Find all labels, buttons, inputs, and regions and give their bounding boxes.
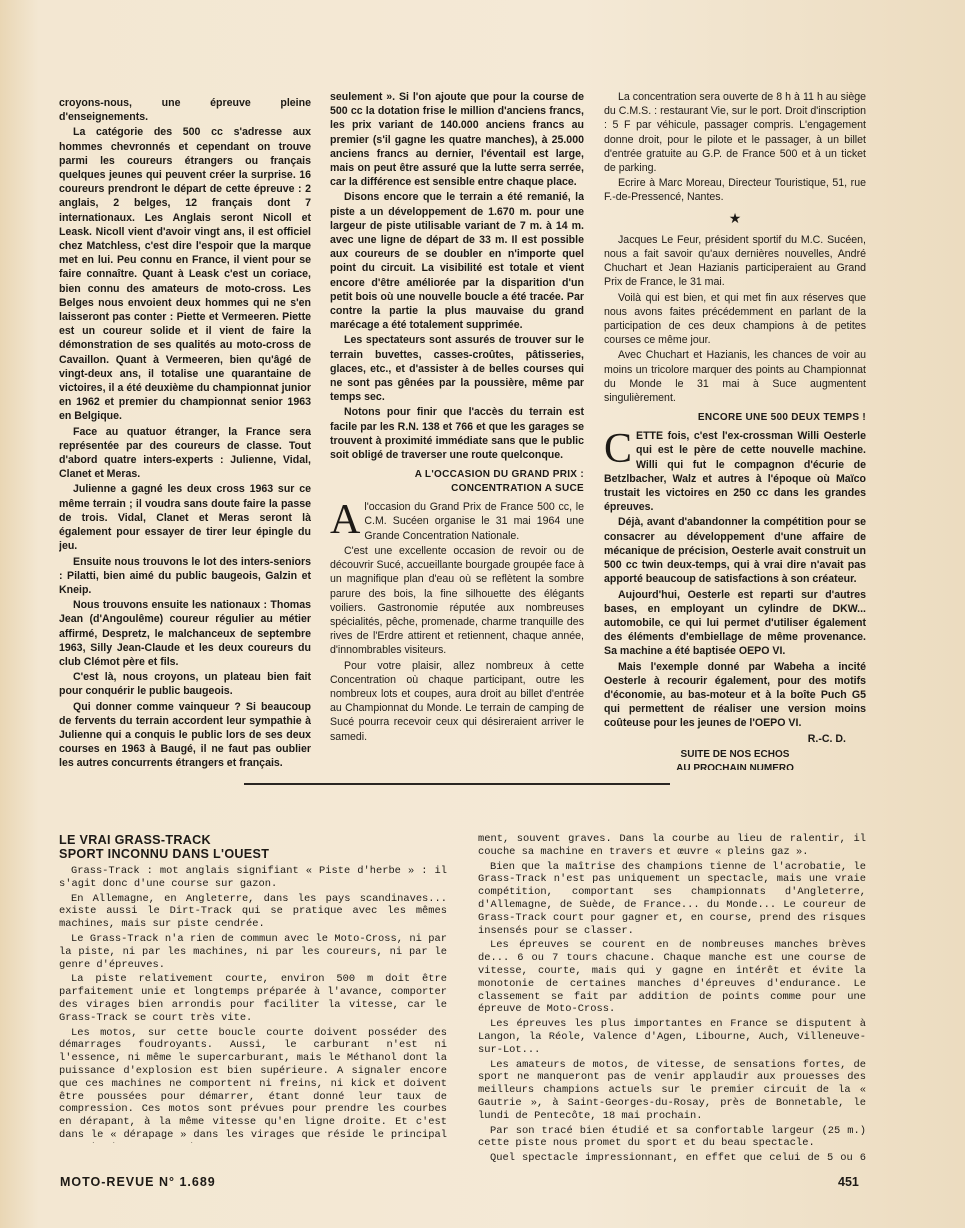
paragraph: Les épreuves les plus importantes en France se disputent à Langon, la Réole, Valence d'Agen, Libourne, Auch, Villeneuve-sur-Lot...: [478, 1018, 866, 1056]
continued-line: AU PROCHAIN NUMERO: [676, 762, 794, 770]
section-heading-oesterle: ENCORE UNE 500 DEUX TEMPS !: [697, 412, 866, 424]
section-divider: [244, 783, 670, 785]
paragraph: Les épreuves se courent en de nombreuses manches brèves de... 6 ou 7 tours chacune. Chaque manche est une course de vitesse, courte, mais qui y gagne en intérêt et évite la monotonie de certaines manches d'épreuves d'endurance. Le classement se fait par addition de points comme pour une épreuve de Moto-Cross.: [478, 939, 866, 1016]
paragraph: seulement ». Si l'on ajoute que pour la course de 500 cc la dotation frise le million d'anciens francs, les prix variant de 140.000 anciens francs au premier (s'il gagne les quatre manches), à 25.000 anciens francs au dernier, l'éventail est large, mais on peut être assuré que la lutte serra serrée, car la différence est sensible entre chaque place.: [330, 91, 584, 189]
paragraph: La concentration sera ouverte de 8 h à 11 h au siège du C.M.S. : restaurant Vie, sur le port. Droit d'inscription : 5 F par véhicule, passager compris. L'engagement donne droit, pour le pilote et le passager, à un billet d'entrée gratuite au G.P. de France 500 et à un ticket de parking.: [604, 91, 866, 175]
paragraph: C'est une excellente occasion de revoir ou de découvrir Sucé, accueillante bourgade groupée face à un magnifique plan d'eau où se reflètent la sombre parure des bois, la fine silhouette des élégants voiliers. Gastronomie réputée aux nombreuses spécialités, pêche, promenade, charme tranquille des rives de l'Erdre attirent et retiennent, chaque année, d'innombrables visiteurs.: [330, 544, 584, 657]
author-signature: R.-C. D.: [807, 732, 846, 745]
paragraph: Avec Chuchart et Hazianis, les chances de voir au moins un tricolore marquer des points au Championnat du Monde le 31 mai à Suce augmentent singulièrement.: [604, 349, 866, 405]
paragraph: Les spectateurs sont assurés de trouver sur le terrain buvettes, casses-croûtes, pâtisseries, glaces, etc., et d'assister à de belles courses qui ne sont pas gênées par la poussière, même par temps sec.: [330, 334, 584, 404]
paragraph: l'occasion du Grand Prix de France 500 cc, le C.M. Sucéen organise le 31 mai 1964 une Grande Concentration Nationale.: [364, 501, 584, 542]
paragraph: Jacques Le Feur, président sportif du M.C. Sucéen, nous a fait savoir qu'aux dernières nouvelles, André Chuchart et Jean Hazianis participeraient au Grand Prix de France, le 31 mai.: [604, 233, 866, 289]
paragraph: Face au quatuor étranger, la France sera représentée par des coureurs de classe. Tout d'abord quatre inters-experts : Julienne, Vidal, Clanet et Meras.: [59, 425, 311, 481]
paragraph: Disons encore que le terrain a été remanié, la piste a un développement de 1.670 m. pour une largeur de piste utilisable variant de 7 m. à 14 m. avec une ligne de départ de 33 m. Il est possible aux coureurs de se doubler en n'importe quel point du circuit. La visibilité est totale et vient encore d'être améliorée par la disparition d'un petit bois où une nouvelle boucle a été tracée. Par contre la partie la plus mauvaise du grand marécage a été totalement supprimée.: [330, 191, 584, 332]
paragraph: Notons pour finir que l'accès du terrain est facile par les R.N. 138 et 766 et que les garages se trouvent à proximité immédiate sans que le public soit obligé de traverser une route quelconque.: [330, 406, 584, 462]
paragraph: Aujourd'hui, Oesterle est reparti sur d'autres bases, en employant un cylindre de DKW... automobile, ce qui lui permet d'utiliser également des éléments d'embiellage de même provenance. Sa machine a été baptisée OEPO VI.: [604, 588, 866, 658]
grass-track-column-right: [478, 833, 866, 1163]
title-line: LE VRAI GRASS-TRACK: [59, 833, 211, 847]
paragraph: Mais l'exemple donné par Wabeha a incité Oesterle à recourir également, pour des motifs d'économie, au bas-moteur et à la boîte Puch G5 qui permettent de réaliser une version moins coûteuse pour les jeunes de l'OEPO VI.: [604, 660, 866, 730]
paragraph: Grass-Track : mot anglais signifiant « Piste d'herbe » : il s'agit donc d'une course sur gazon.: [59, 865, 447, 890]
title-line: SPORT INCONNU DANS L'OUEST: [59, 847, 270, 861]
drop-cap: A: [330, 497, 361, 544]
drop-cap: C: [604, 426, 633, 473]
paragraph: Le Grass-Track n'a rien de commun avec le Moto-Cross, ni par la piste, ni par les machines, ni par les coureurs, ni par le genre d'épreuves.: [59, 932, 447, 971]
column-1: [59, 96, 311, 770]
paragraph: C'est là, nous croyons, un plateau bien fait pour conquérir le public baugeois.: [59, 671, 311, 698]
article-title: [59, 833, 447, 861]
grass-track-column-left: [59, 833, 447, 1143]
magazine-issue-footer: MOTO-REVUE N° 1.689: [60, 1175, 216, 1189]
paragraph: La catégorie des 500 cc s'adresse aux hommes chevronnés et cependant on trouve parmi les coureurs étrangers ou français quelques jeunes qui peuvent créer la surprise. 16 coureurs prendront le départ de cette épreuve : 2 anglais, 2 belges, 12 français dont 7 internationaux. Les Anglais seront Nicoll et Leask. Nicoll vient d'avoir vingt ans, il est officiel chez Matchless, c'est dire l'espoir que la marque met en lui. Peu connu en France, il vient pour se faire connaître. Quant à Leask c'est un coriace, bien connu des amateurs de moto-cross. Les Belges nous envoient deux hommes qui ne s'en laisseront pas conter : Piette et Vermeeren. Piette est un coureur solide et il vient de faire la démonstration de ses qualités au moto-cross de Cavaillon. Quant à Vermeeren, bien qu'âgé de vingt-deux ans, il totalise une quarantaine de victoires, il a été deuxième du championnat junior en 1962 et premier du championnat senior 1963 en Belgique.: [59, 126, 311, 423]
heading-line: A L'OCCASION DU GRAND PRIX :: [414, 469, 584, 481]
paragraph: Déjà, avant d'abandonner la compétition pour se consacrer au développement d'une affaire de mécanique de précision, Oesterle avait construit un 500 cc twin deux-temps, qui à vrai dire n'avait pas apporté beaucoup de satisfactions à son créateur.: [604, 516, 866, 586]
paragraph: Voilà qui est bien, et qui met fin aux réserves que nous avons faites précédemment en parlant de la participation de ces deux champions à de petites courses ce même jour.: [604, 291, 866, 347]
continued-line: SUITE DE NOS ECHOS: [680, 748, 790, 760]
section-heading-gp: [330, 468, 584, 496]
paragraph: Julienne a gagné les deux cross 1963 sur ce même terrain ; il voudra sans doute faire la passe de trois. Vidal, Clanet et Meras seront là également pour essayer de tirer leur épingle du jeu.: [59, 483, 311, 553]
paragraph: En Allemagne, en Angleterre, dans les pays scandinaves... existe aussi le Dirt-Track qui se pratique avec les mêmes machines, mais sur piste cendrée.: [59, 892, 447, 931]
paragraph: Ensuite nous trouvons le lot des inters-seniors : Pilatti, bien aimé du public baugeois, Galzin et Kneip.: [59, 555, 311, 596]
paragraph: Pour votre plaisir, allez nombreux à cette Concentration où chaque participant, outre les nombreux lots et coupes, aura droit au billet d'entrée au Championnat du Monde. Le terrain de camping de Sucé pourra recevoir ceux qui désireraient arriver le samedi.: [330, 659, 584, 743]
page-number: 451: [838, 1175, 859, 1189]
continued-note: [604, 748, 866, 770]
star-separator-icon: ★: [728, 209, 742, 226]
paragraph: La piste relativement courte, environ 500 m doit être parfaitement unie et longtemps préparée à l'avance, comporter des virages bien arrondis pour faciliter la vitesse, car le Grass-Track se court très vite.: [59, 973, 447, 1024]
paragraph: Ecrire à Marc Moreau, Directeur Touristique, 51, rue F.-de-Pressencé, Nantes.: [604, 177, 866, 204]
paragraph: Par son tracé bien étudié et sa confortable largeur (25 m.) cette piste nous promet du sport et du beau spectacle.: [478, 1124, 866, 1150]
paragraph: Qui donner comme vainqueur ? Si beaucoup de fervents du terrain accordent leur sympathie à Julienne qui a conquis le public lors de ses deux courses en 1963 à Baugé, il ne faut pas oublier les autres concurrents étrangers et français.: [59, 700, 311, 770]
paragraph: croyons-nous, une épreuve pleine d'enseignements.: [59, 97, 311, 124]
paragraph: ETTE fois, c'est l'ex-crossman Willi Oesterle qui est le père de cette nouvelle machine. Willi qui fut le compagnon d'écurie de Betzlbacher, Walz et autres à l'époque où Maïco trustait les victoires en 250 cc dans les grandes épreuves.: [604, 430, 866, 514]
column-2: [330, 90, 584, 780]
paragraph: Nous trouvons ensuite les nationaux : Thomas Jean (d'Angoulême) coureur régulier au métier affirmé, Despretz, le malchanceux de septembre 1963, Silly Jean-Claude et les deux coureurs du club Clémot père et fils.: [59, 599, 311, 668]
column-3: [604, 90, 866, 770]
paragraph: ment, souvent graves. Dans la courbe au lieu de ralentir, il couche sa machine en travers et œuvre « pleins gaz ».: [478, 833, 866, 858]
heading-line: CONCENTRATION A SUCE: [451, 483, 584, 495]
paragraph: Quel spectacle impressionnant, en effet que celui de 5 ou 6: [490, 1152, 866, 1163]
paragraph: Bien que la maîtrise des champions tienne de l'acrobatie, le Grass-Track n'est pas uniquement un spectacle, mais une vraie compétition, comportant ses championnats d'Angleterre, d'Allemagne, de Suède, de France... du Monde... Le coureur de Grass-Track court pour gagner et, en course, prend des risques insensés pour se classer.: [478, 860, 866, 937]
paragraph: Les amateurs de motos, de vitesse, de sensations fortes, de sport ne manqueront pas de venir applaudir aux prouesses des meilleurs champions actuels sur le premier circuit de la « Gautrie », à Saint-Georges-du-Rosay, près de Bonnetable, le lundi de Pentecôte, 18 mai prochain.: [478, 1058, 866, 1122]
paragraph: Les motos, sur cette boucle courte doivent posséder des démarrages foudroyants. Aussi, le carburant n'est ni l'essence, ni même le supercarburant, mais le Méthanol dont la puissance d'explosion est bien supérieure. A signaler encore que ces machines ne comportent ni freins, ni kick et doivent être poussées pour démarrer, étant donné leur taux de compression. Ces motos sont prévues pour prendre les courbes en dérapant, à la même vitesse qu'en ligne droite. Et c'est dans le « dérapage » dans les virages que réside le principal: [59, 1026, 447, 1141]
